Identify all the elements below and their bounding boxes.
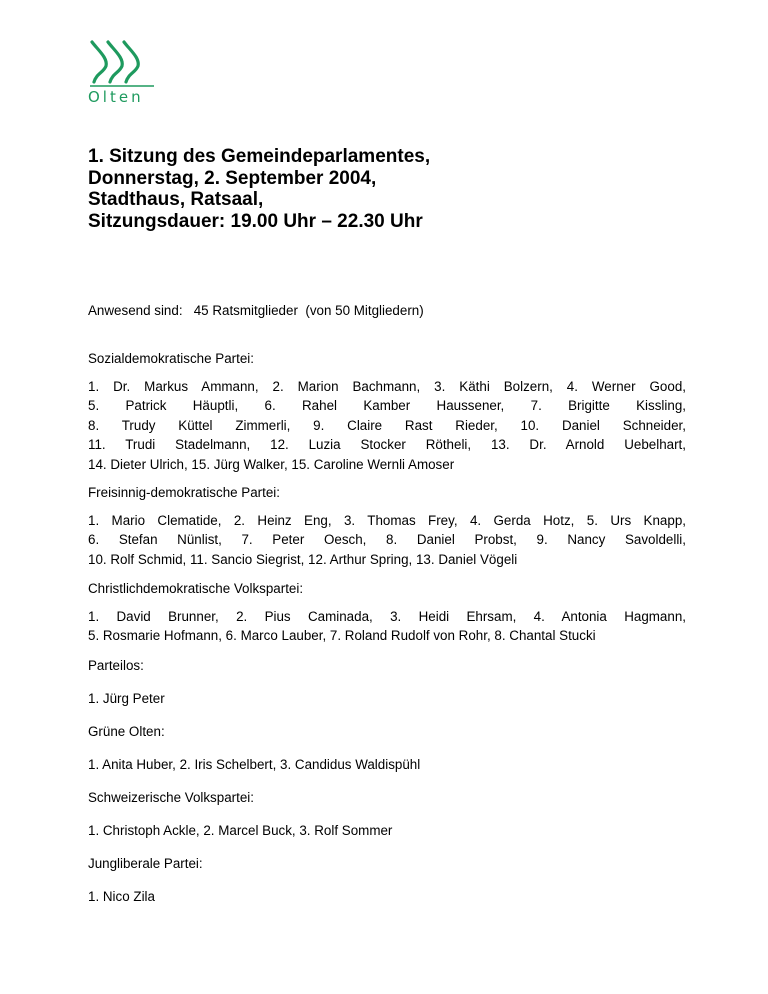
party-label-cvp: Christlichdemokratische Volkspartei: bbox=[88, 581, 304, 596]
page-title bbox=[88, 146, 688, 232]
party-label-jungliberale: Jungliberale Partei: bbox=[88, 856, 203, 871]
member-line: 11. Trudi Stadelmann, 12. Luzia Stocker Rötheli, 13. Dr. Arnold Uebelhart, bbox=[88, 437, 686, 453]
member-line: 5. Patrick Häuptli, 6. Rahel Kamber Haussener, 7. Brigitte Kissling, bbox=[88, 398, 686, 414]
member-line: 1. Mario Clematide, 2. Heinz Eng, 3. Thomas Frey, 4. Gerda Hotz, 5. Urs Knapp, bbox=[88, 513, 686, 528]
title-line-location: Stadthaus, Ratsaal, bbox=[88, 189, 264, 210]
party-label-gruene: Grüne Olten: bbox=[88, 724, 165, 739]
olten-logo-text: Olten bbox=[88, 88, 144, 106]
attendance-label: Anwesend sind: bbox=[88, 303, 183, 318]
olten-logo bbox=[88, 38, 160, 110]
member-line: 8. Trudy Küttel Zimmerli, 9. Claire Rast Rieder, 10. Daniel Schneider, bbox=[88, 417, 686, 433]
party-members-parteilos: 1. Jürg Peter bbox=[88, 691, 165, 706]
member-line: 6. Stefan Nünlist, 7. Peter Oesch, 8. Daniel Probst, 9. Nancy Savoldelli, bbox=[88, 532, 686, 548]
party-members-gruene: 1. Anita Huber, 2. Iris Schelbert, 3. Candidus Waldispühl bbox=[88, 757, 421, 772]
member-line: 5. Rosmarie Hofmann, 6. Marco Lauber, 7. Roland Rudolf von Rohr, 8. Chantal Stucki bbox=[88, 628, 596, 644]
olten-logo-mark-icon bbox=[88, 38, 160, 88]
party-members-sp bbox=[88, 377, 686, 474]
member-line: 1. David Brunner, 2. Pius Caminada, 3. Heidi Ehrsam, 4. Antonia Hagmann, bbox=[88, 609, 686, 624]
party-label-parteilos: Parteilos: bbox=[88, 658, 144, 673]
title-line-session: 1. Sitzung des Gemeindeparlamentes, bbox=[88, 146, 431, 167]
attendance bbox=[88, 301, 686, 320]
party-label-svp: Schweizerische Volkspartei: bbox=[88, 790, 254, 805]
title-line-date: Donnerstag, 2. September 2004, bbox=[88, 167, 377, 189]
party-members-cvp bbox=[88, 607, 686, 646]
title-line-duration: Sitzungsdauer: 19.00 Uhr – 22.30 Uhr bbox=[88, 210, 423, 232]
member-line: 1. Dr. Markus Ammann, 2. Marion Bachmann, 3. Käthi Bolzern, 4. Werner Good, bbox=[88, 379, 686, 394]
attendance-value: 45 Ratsmitglieder (von 50 Mitgliedern) bbox=[193, 303, 424, 318]
party-label-fdp: Freisinnig-demokratische Partei: bbox=[88, 485, 281, 500]
party-members-fdp bbox=[88, 511, 686, 569]
party-members-jungliberale: 1. Nico Zila bbox=[88, 889, 155, 904]
member-line: 10. Rolf Schmid, 11. Sancio Siegrist, 12. Arthur Spring, 13. Daniel Vögeli bbox=[88, 551, 518, 567]
member-line: 14. Dieter Ulrich, 15. Jürg Walker, 15. Caroline Wernli Amoser bbox=[88, 456, 455, 472]
party-label-sp: Sozialdemokratische Partei: bbox=[88, 351, 254, 366]
party-members-svp: 1. Christoph Ackle, 2. Marcel Buck, 3. Rolf Sommer bbox=[88, 823, 393, 838]
